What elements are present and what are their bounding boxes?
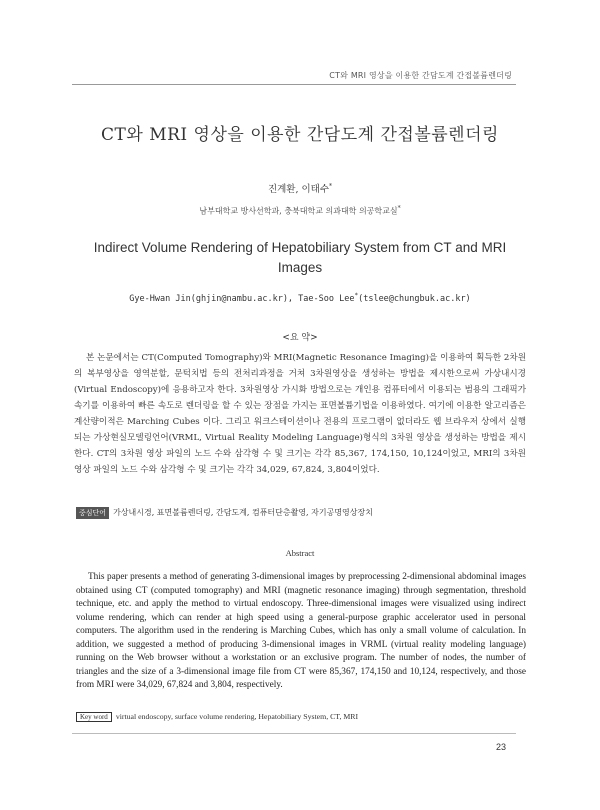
abstract-korean-heading: <요 약> bbox=[282, 333, 318, 343]
affiliation-korean-text: 남부대학교 방사선학과, 충북대학교 의과대학 의공학교실 bbox=[199, 206, 398, 216]
affiliation-korean-star: * bbox=[397, 205, 401, 212]
authors-korean-names: 진계환, 이태수 bbox=[267, 184, 330, 195]
affiliation-korean bbox=[0, 205, 600, 217]
authors-english bbox=[0, 292, 600, 304]
keywords-english bbox=[76, 712, 526, 722]
authors-english-star: * bbox=[354, 292, 359, 299]
keywords-korean-text: 가상내시경, 표면볼륨렌더링, 간담도계, 컴퓨터단층촬영, 자기공명영상장치 bbox=[113, 508, 373, 517]
authors-english-part1: Gye-Hwan Jin(ghjin@nambu.ac.kr), Tae-Soo Lee bbox=[129, 293, 355, 304]
keywords-korean bbox=[76, 507, 526, 519]
footer-divider bbox=[72, 733, 516, 734]
running-header: CT와 MRI 영상을 이용한 간담도계 간접볼륨렌더링 bbox=[329, 71, 512, 80]
abstract-english-body: This paper presents a method of generating 3-dimensional images by preprocessing 2-dimensional abdominal images obtained using CT (computed tomography) and MRI (magnetic resonance imaging) through segmentation, threshold technique, etc. and apply the method to virtual endoscopy. Three-dimensional images were visualized using indirect volume rendering, which can render at high speed using a general-purpose graphic accelerator used in personal computers. The algorithm used in the rendering is Marching Cubes, which has only a small volume of calculation. In addition, we suggested a method of producing 3-dimensional images in VRML (virtual reality modeling language) running on the Web browser without a workstation or an exclusive program. The number of nodes, the number of triangles and the size of a 3-dimensional image file from CT were 85,367, 174,150 and 10,124, respectively, and those from MRI were 34,029, 67,824 and 3,804, respectively. bbox=[76, 572, 526, 690]
header-divider bbox=[72, 84, 516, 85]
page-number: 23 bbox=[496, 742, 507, 752]
keywords-korean-label: 중심단어 bbox=[76, 507, 109, 519]
paper-title-korean: CT와 MRI 영상을 이용한 간담도계 간접볼륨렌더링 bbox=[101, 125, 499, 145]
authors-english-part2: (tslee@chungbuk.ac.kr) bbox=[358, 293, 471, 304]
authors-korean-star: * bbox=[329, 182, 333, 190]
abstract-korean-body: 본 논문에서는 CT(Computed Tomography)와 MRI(Magnetic Resonance Imaging)을 이용하여 획득한 2차원의 복부영상을 영역분할, 문턱치법 등의 전처리과정을 거쳐 3차원영상을 생성하는 방법을 제시한으로써 가상내시경(Virtual Endoscopy)에 응용하고자 한다. 3차원영상 가시화 방법으로는 개인용 컴퓨터에서 이용되는 범용의 그래픽가속기를 이용하여 빠른 속도로 렌더링을 할 수 있는 장점을 가지는 표면볼륨기법을 이용하였다. 여기에 이용한 알고리즘은 계산량이적은 Marching Cubes 이다. 그리고 워크스테이션이나 전용의 프로그램이 없더라도 웹 브라우저 상에서 실행되는 가상현실모델링언어(VRML, Virtual Reality Modeling Language)형식의 3차원 영상을 생성하는 방법을 제시한다. CT의 3차원 영상 파일의 노드 수와 삼각형 수 및 크기는 각각 85,367, 174,150, 10,124이었고, MRI의 3차원 영상 파일의 노드 수와 삼각형 수 및 크기는 각각 34,029, 67,824, 3,804이었다. bbox=[74, 353, 526, 475]
paper-title-english: Indirect Volume Rendering of Hepatobiliary System from CT and MRI Images bbox=[93, 240, 507, 275]
keywords-english-label: Key word bbox=[76, 712, 112, 722]
abstract-english-heading: Abstract bbox=[285, 548, 315, 558]
keywords-english-text: virtual endoscopy, surface volume rendering, Hepatobiliary System, CT, MRI bbox=[115, 712, 359, 721]
authors-korean bbox=[0, 181, 600, 195]
